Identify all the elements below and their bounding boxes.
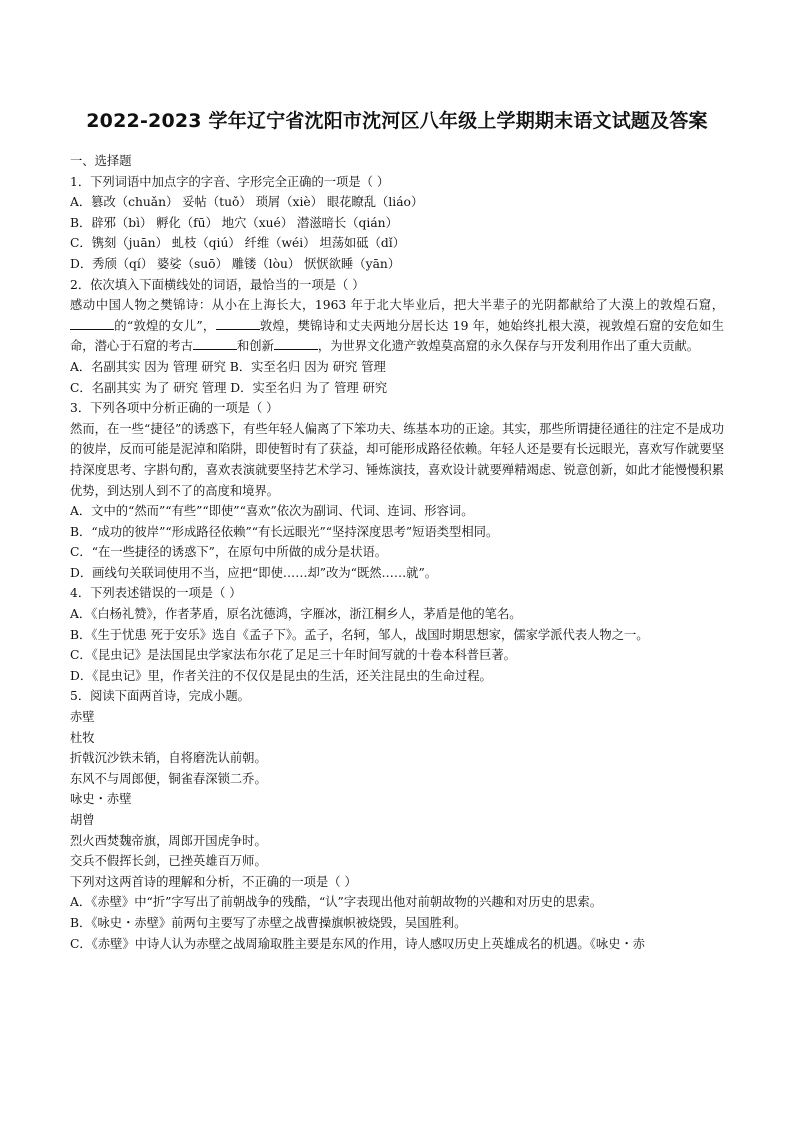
question-5-stem: 5．阅读下面两首诗，完成小题。 (70, 689, 250, 704)
passage-part-5: ，为世界文化遗产敦煌莫高窟的永久保存与开发利用作出了重大贡献。 (317, 339, 700, 354)
question-4-option-c: C．《昆虫记》是法国昆虫学家法布尔花了足足三十年时间写就的十卷本科普巨著。 (70, 648, 516, 663)
question-3-passage: 然而，在一些“捷径”的诱惑下，有些年轻人偏离了下笨功夫、练基本功的正途。其实，那些所谓捷径通往的注定不是成功的彼岸，反而可能是泥淖和陷阱，即使暂时有了获益，却可能形成路径依赖。年轻人还是要有长远眼光，喜欢写作就要坚持深度思考、字斟句酌，喜欢表演就要坚持艺术学习、锤炼演技，喜欢设计就要殚精竭虑、锐意创新，如此才能慢慢积累优势，到达别人到不了的高度和境界。 (70, 421, 724, 498)
question-3-option-a: A．文中的“然而”“有些”“即使”“喜欢”依次为副词、代词、连词、形容词。 (70, 504, 474, 519)
question-2-stem: 2．依次填入下面横线处的词语，最恰当的一项是（ ） (70, 277, 365, 292)
passage-part-1: 感动中国人物之樊锦诗：从小在上海长大，1963 年于北大毕业后，把大半辈子的光阴都献给了大漠上的敦煌石窟， (70, 298, 724, 313)
question-3-stem: 3．下列各项中分析正确的一项是（ ） (70, 401, 279, 416)
question-1-option-c: C．镌刻（juān） 虬枝（qiú） 纤维（wéi） 坦荡如砥（dǐ） (70, 236, 406, 251)
question-4-option-a: A．《白杨礼赞》，作者茅盾，原名沈德鸿，字雁冰，浙江桐乡人，茅盾是他的笔名。 (70, 607, 522, 622)
question-3-option-d: D．画线句关联词使用不当，应把“即使……却”改为“既然……就”。 (70, 565, 438, 580)
question-5-option-c: C．《赤壁》中诗人认为赤壁之战周瑜取胜主要是东风的作用，诗人感叹历史上英雄成名的机遇。《咏史・赤 (70, 936, 646, 951)
question-2-passage (70, 295, 724, 357)
question-2-options-ab: A．名副其实 因为 管理 研究 B．实至名归 因为 研究 管理 (70, 359, 386, 374)
document-title: 2022-2023 学年辽宁省沈阳市沈河区八年级上学期期末语文试题及答案 (86, 110, 708, 132)
poem-1-author: 杜牧 (70, 730, 95, 745)
question-2-options-cd: C．名副其实 为了 研究 管理 D．实至名归 为了 管理 研究 (70, 380, 388, 395)
section-heading: 一、选择题 (70, 154, 132, 168)
fill-blank-3 (193, 337, 237, 350)
question-1-option-d: D．秀颀（qí） 婆娑（suō） 雕镂（lòu） 恹恹欲睡（yān） (70, 256, 401, 271)
question-5-sub-stem: 下列对这两首诗的理解和分析，不正确的一项是（ ） (70, 874, 357, 889)
passage-part-3: 敦煌，樊锦诗和丈夫两地分居长达 19 年，她始终扎根大漠，视敦煌石窟的安危如生命，潜心于石窟的考古 (70, 318, 725, 354)
question-3-option-b: B．“成功的彼岸”“形成路径依赖”“有长远眼光”“坚持深度思考”短语类型相同。 (70, 524, 499, 539)
question-4-stem: 4．下列表述错误的一项是（ ） (70, 586, 242, 601)
question-5-option-a: A．《赤壁》中“折”字写出了前朝战争的残酷，“认”字表现出他对前朝故物的兴趣和对历史的思索。 (70, 895, 603, 910)
passage-part-4: 和创新 (236, 339, 274, 354)
question-1-stem: 1．下列词语中加点字的字音、字形完全正确的一项是（ ） (70, 174, 390, 189)
question-1-option-a: A．篡改（chuǎn） 妥帖（tuǒ） 琐屑（xiè） 眼花瞭乱（liáo） (70, 195, 424, 210)
poem-1-line-1: 折戟沉沙铁未销，自将磨洗认前朝。 (70, 751, 267, 766)
poem-2-author: 胡曾 (70, 813, 95, 827)
question-1-option-b: B．辟邪（bì） 孵化（fū） 地穴（xué） 潜滋暗长（qián） (70, 215, 398, 230)
poem-2-line-2: 交兵不假挥长剑，已挫英雄百万师。 (70, 854, 267, 869)
fill-blank-4 (274, 337, 318, 350)
fill-blank-2 (216, 317, 260, 330)
poem-1-title: 赤壁 (70, 710, 95, 725)
question-4-option-b: B．《生于忧患 死于安乐》选自《孟子下》。孟子，名轲，邹人，战国时期思想家，儒家学派代表人物之一。 (70, 627, 649, 642)
question-4-option-d: D．《昆虫记》里，作者关注的不仅仅是昆虫的生活，还关注昆虫的生命过程。 (70, 668, 492, 683)
document-body (70, 151, 724, 954)
poem-2-title: 咏史・赤壁 (70, 792, 132, 807)
poem-1-line-2: 东风不与周郎便，铜雀春深锁二乔。 (70, 771, 267, 786)
question-5-option-b: B．《咏史・赤壁》前两句主要写了赤壁之战曹操旗帜被烧毁，吴国胜利。 (70, 915, 467, 930)
fill-blank-1 (70, 317, 114, 330)
question-3-option-c: C．“在一些捷径的诱惑下”，在原句中所做的成分是状语。 (70, 545, 388, 560)
poem-2-line-1: 烈火西焚魏帝旗，周郎开国虎争时。 (70, 833, 267, 848)
passage-part-2: 的“敦煌的女儿”， (114, 318, 216, 333)
